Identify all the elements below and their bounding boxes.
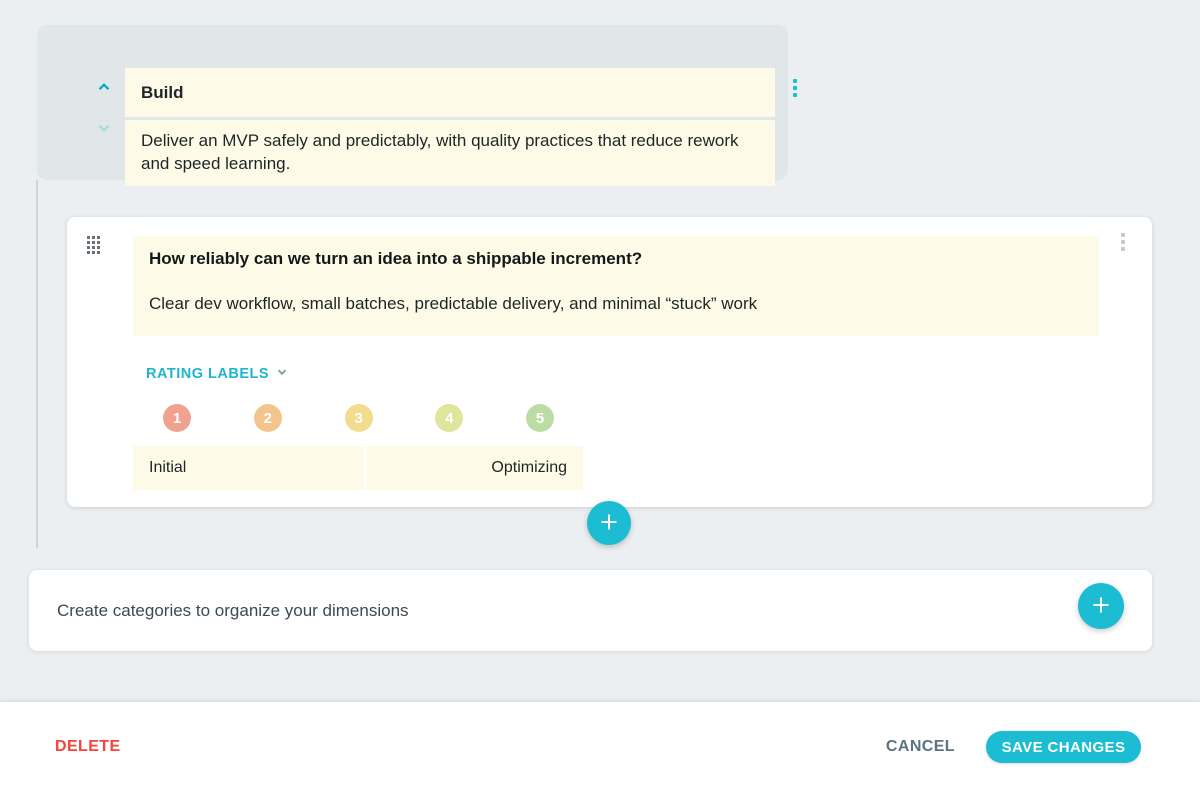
plus-icon — [598, 511, 620, 536]
plus-icon — [1090, 594, 1112, 619]
rating-chip-5[interactable]: 5 — [526, 404, 554, 432]
category-left-border — [36, 180, 38, 548]
rating-label-low-field[interactable]: Initial — [133, 446, 364, 490]
category-description-field[interactable]: Deliver an MVP safely and predictably, with quality practices that reduce rework and speed learning. — [125, 120, 775, 186]
dimension-question-field[interactable] — [133, 236, 1099, 336]
rating-chip-2[interactable]: 2 — [254, 404, 282, 432]
dimension-menu-button[interactable] — [1117, 229, 1129, 255]
dimension-question-subtitle: Clear dev workflow, small batches, predictable delivery, and minimal “stuck” work — [149, 294, 758, 313]
kebab-menu-icon — [793, 79, 797, 83]
footer-action-bar — [0, 702, 1200, 792]
footer-right-group — [886, 731, 1141, 763]
add-category-button[interactable] — [1078, 583, 1124, 629]
rating-chip-row — [163, 404, 554, 432]
rating-chip-4[interactable]: 4 — [435, 404, 463, 432]
move-category-up-button[interactable] — [94, 78, 114, 98]
kebab-menu-icon — [1121, 233, 1125, 237]
move-category-down-button[interactable] — [94, 119, 114, 139]
chevron-down-icon — [276, 366, 288, 382]
create-category-text: Create categories to organize your dimensions — [57, 600, 409, 620]
rating-labels-toggle-label: RATING LABELS — [146, 366, 270, 382]
delete-button[interactable]: DELETE — [55, 738, 121, 755]
cancel-button[interactable]: CANCEL — [885, 738, 955, 755]
category-menu-button[interactable] — [789, 75, 801, 101]
add-dimension-button[interactable] — [587, 501, 631, 545]
category-title-field[interactable]: Build — [125, 68, 775, 117]
create-category-card — [29, 570, 1152, 651]
rating-labels-toggle[interactable] — [146, 366, 288, 382]
dimension-card — [67, 217, 1152, 507]
save-changes-button[interactable]: SAVE CHANGES — [986, 731, 1141, 763]
dimension-question-title: How reliably can we turn an idea into a shippable increment? — [149, 249, 643, 268]
chevron-down-icon — [96, 120, 112, 139]
chevron-up-icon — [96, 79, 112, 98]
rating-chip-1[interactable]: 1 — [163, 404, 191, 432]
category-header-card — [37, 25, 788, 180]
rating-label-high-field[interactable]: Optimizing — [366, 446, 583, 490]
drag-handle-icon[interactable] — [87, 236, 100, 254]
rating-chip-3[interactable]: 3 — [345, 404, 373, 432]
